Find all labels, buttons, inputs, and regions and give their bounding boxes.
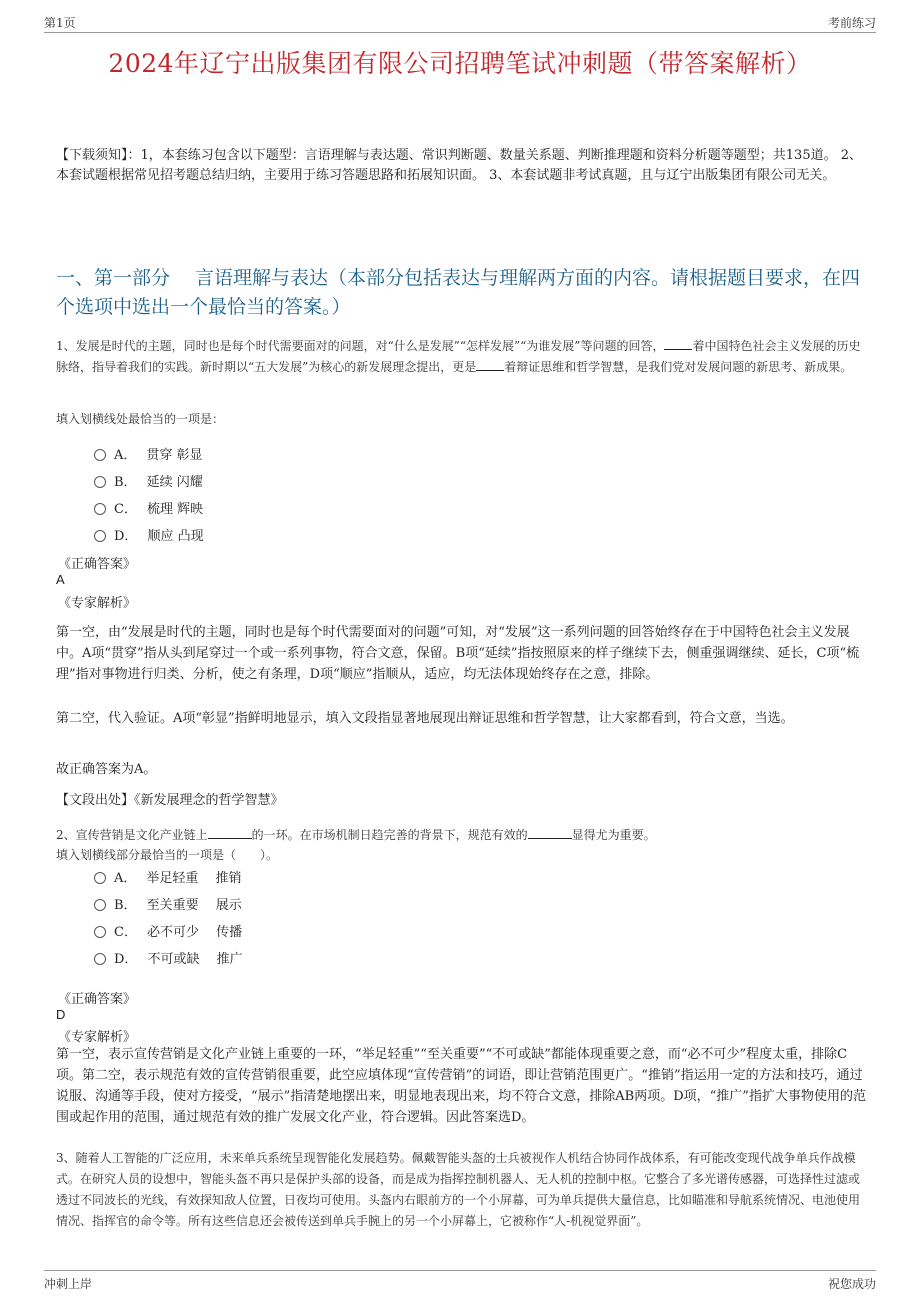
question-2-option-c[interactable]: C． 必不可少 传播 — [94, 921, 242, 940]
question-1-option-b[interactable]: B． 延续 闪耀 — [94, 471, 203, 490]
source-citation: 【文段出处】《新发展理念的哲学智慧》 — [56, 793, 284, 808]
question-2-option-d[interactable]: D． 不可或缺 推广 — [94, 948, 243, 967]
question-2-text-part2: 的一环。在市场机制日趋完善的背景下，规范有效的 — [251, 828, 528, 842]
question-2-option-a[interactable]: A． 举足轻重 推销 — [94, 867, 242, 886]
analysis-label: 《专家解析》 — [58, 596, 137, 611]
radio-icon[interactable] — [94, 953, 106, 965]
question-1-text-part1: 1、发展是时代的主题，同时也是每个时代需要面对的问题，对“什么是发展”“怎样发展”“为谁发展”等问题的回答， — [56, 339, 665, 353]
question-1-stem — [56, 336, 868, 378]
document-title: 2024年辽宁出版集团有限公司招聘笔试冲刺题（带答案解析） — [108, 49, 812, 78]
question-1-lead: 填入划横线处最恰当的一项是： — [56, 412, 225, 426]
question-1-option-c[interactable]: C． 梳理 辉映 — [94, 498, 203, 517]
fill-blank — [476, 358, 504, 371]
page-number: 第1页 — [44, 16, 76, 30]
question-1-option-a[interactable]: A． 贯穿 彰显 — [94, 444, 203, 463]
radio-icon[interactable] — [94, 503, 106, 515]
radio-icon[interactable] — [94, 449, 106, 461]
radio-icon[interactable] — [94, 926, 106, 938]
conclusion: 故正确答案为A。 — [56, 762, 157, 777]
question-1-option-d[interactable]: D． 顺应 凸现 — [94, 525, 204, 544]
footer-right: 祝您成功 — [827, 1277, 876, 1291]
question-2-option-b[interactable]: B． 至关重要 展示 — [94, 894, 242, 913]
question-2-lead: 填入划横线部分最恰当的一项是（ ）。 — [56, 848, 279, 862]
page-header — [44, 10, 876, 33]
question-2-stem — [56, 825, 868, 846]
radio-icon[interactable] — [94, 872, 106, 884]
analysis-paragraph: 第一空，表示宣传营销是文化产业链上重要的一环，“举足轻重”“至关重要”“不可或缺”都能体现重要之意，而“必不可少”程度太重，排除C项。第二空，表示规范有效的宣传营销很重要，此空应填体现“宣传营销”的词语，即让营销范围更广。“推销”指运用一定的方法和技巧，通过说服、沟通等手段，使对方接受，“展示”指清楚地摆出来，明显地表现出来，均不符合文意，排除AB两项。D项，“推广”指扩大事物使用的范围或起作用的范围，通过规范有效的推广发展文化产业，符合逻辑。因此答案选D。 — [56, 1047, 866, 1125]
section-heading: 一、第一部分 言语理解与表达（本部分包括表达与理解两方面的内容。请根据题目要求，在四个选项中选出一个最恰当的答案。） — [56, 267, 861, 318]
radio-icon[interactable] — [94, 530, 106, 542]
question-1-text-part2: 着中国特色社会主义发展的历史脉络，指导着我们的实践。新时期以“五大发展”为核心的新发展理念提出，更是 — [56, 339, 861, 374]
question-3-stem: 3、随着人工智能的广泛应用，未来单兵系统呈现智能化发展趋势。佩戴智能头盔的士兵被视作人机结合协同作战体系，有可能改变现代战争单兵作战模式。在研究人员的设想中，智能头盔不再只是保护头部的设备，而是成为指挥控制机器人、无人机的控制中枢。它整合了多光谱传感器，可选择性过滤或透过不同波长的光线，有效探知敌人位置，日夜均可使用。头盔内右眼前方的一个小屏幕，可为单兵提供大量信息，比如瞄准和导航系统情况、电池使用情况、指挥官的命令等。所有这些信息还会被传送到单兵手腕上的另一个小屏幕上，它被称作“人-机视觉界面”。 — [56, 1151, 861, 1228]
radio-icon[interactable] — [94, 899, 106, 911]
question-2-text-part3: 显得尤为重要。 — [571, 828, 656, 842]
question-2-text-part1: 2、宣传营销是文化产业链上 — [56, 828, 208, 842]
page-footer — [44, 1270, 876, 1295]
fill-blank — [208, 826, 252, 839]
fill-blank — [664, 337, 692, 350]
question-1-text-part3: 着辩证思维和哲学智慧，是我们党对发展问题的新思考、新成果。 — [504, 360, 853, 374]
analysis-paragraph: 第一空，由“发展是时代的主题，同时也是每个时代需要面对的问题”可知，对“发展”这一系列问题的回答始终存在于中国特色社会主义发展中。A项“贯穿”指从头到尾穿过一个或一系列事物，符合文意，保留。B项“延续”指按照原来的样子继续下去，侧重强调继续、延长，C项“梳理”指对事物进行归类、分析，使之有条理，D项“顺应”指顺从，适应，均无法体现始终存在之意，排除。 — [56, 625, 860, 682]
analysis-label: 《专家解析》 — [58, 1030, 137, 1045]
header-label: 考前练习 — [827, 16, 876, 30]
download-notice: 【下载须知】：1，本套练习包含以下题型：言语理解与表达题、常识判断题、数量关系题、判断推理题和资料分析题等题型；共135道。 2、本套试题根据常见招考题总结归纳，主要用于练习答题思路和拓展知识面。 3、本套试题非考试真题，且与辽宁出版集团有限公司无关。 — [56, 148, 862, 183]
answer-value: D — [56, 1007, 66, 1022]
footer-left: 冲刺上岸 — [44, 1277, 93, 1291]
answer-label: 《正确答案》 — [58, 557, 137, 572]
analysis-paragraph: 第二空，代入验证。A项“彰显”指鲜明地显示，填入文段指显著地展现出辩证思维和哲学智慧，让大家都看到，符合文意，当选。 — [56, 711, 794, 726]
fill-blank — [528, 826, 572, 839]
answer-value: A — [56, 572, 65, 587]
answer-label: 《正确答案》 — [58, 992, 137, 1007]
radio-icon[interactable] — [94, 476, 106, 488]
